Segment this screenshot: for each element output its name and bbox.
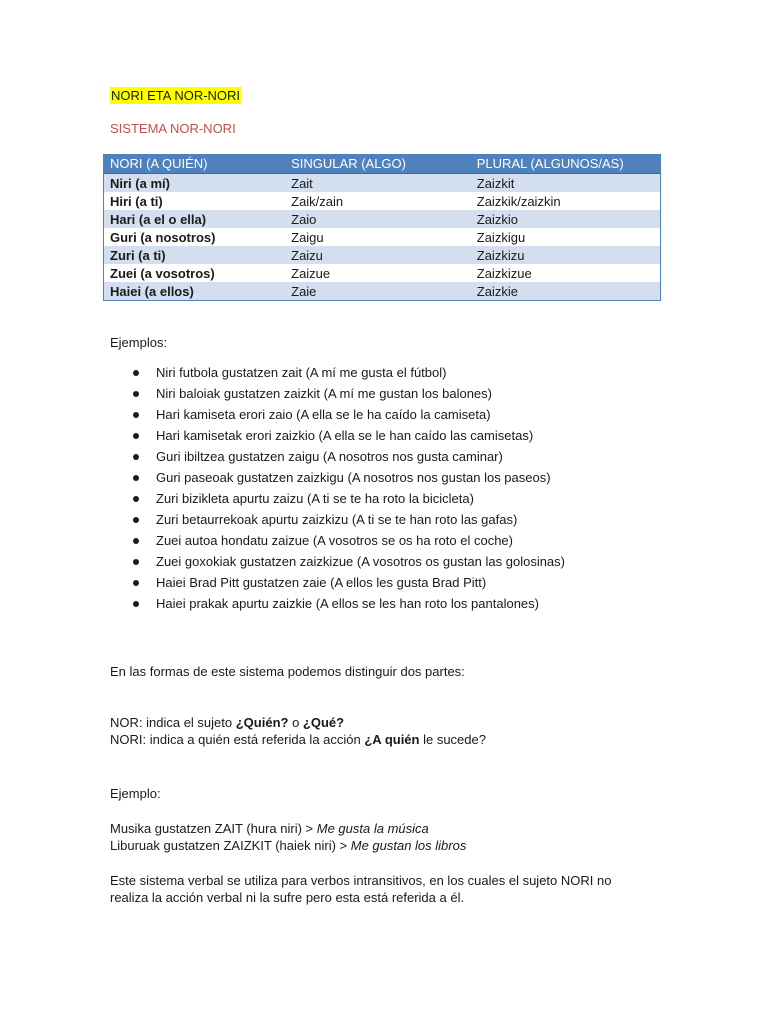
table-cell: Zaizkie [471, 282, 661, 301]
nori-question: ¿A quién [364, 732, 420, 747]
list-item-text: Hari kamisetak erori zaizkio (A ella se le han caído las camisetas) [156, 428, 534, 443]
example-sentence [110, 837, 466, 854]
list-item [110, 532, 565, 553]
table-cell: Zaizkik/zaizkin [471, 192, 661, 210]
table-header-cell: PLURAL (ALGUNOS/AS) [471, 155, 661, 174]
table-cell: Zait [285, 174, 471, 193]
bullet-icon [133, 538, 139, 544]
closing-line: realiza la acción verbal ni la sufre pero esta está referida a él. [110, 890, 465, 905]
table-cell: Zaizkigu [471, 228, 661, 246]
nor-prefix: NOR: indica el sujeto [110, 715, 236, 730]
table-cell: Zaio [285, 210, 471, 228]
table-header-cell: SINGULAR (ALGO) [285, 155, 471, 174]
table-row [104, 264, 661, 282]
table-header-row [104, 155, 661, 174]
example-translation: Me gusta la música [316, 821, 429, 836]
table-row [104, 192, 661, 210]
example-translation: Me gustan los libros [350, 838, 467, 853]
example-basque: Liburuak gustatzen ZAIZKIT (haiek niri) > [110, 838, 351, 853]
nori-prefix: NORI: indica a quién está referida la acción [110, 732, 365, 747]
list-item-text: Guri ibiltzea gustatzen zaigu (A nosotros nos gusta caminar) [156, 449, 503, 464]
list-item-text: Zuei autoa hondatu zaizue (A vosotros se os ha roto el coche) [156, 533, 513, 548]
table-cell: Zaizue [285, 264, 471, 282]
nor-question-who: ¿Quién? [235, 715, 289, 730]
example-basque: Musika gustatzen ZAIT (hura niri) > [110, 821, 317, 836]
list-item-text: Hari kamiseta erori zaio (A ella se le ha caído la camiseta) [156, 407, 491, 422]
list-item-text: Haiei prakak apurtu zaizkie (A ellos se les han roto los pantalones) [156, 596, 539, 611]
bullet-icon [133, 496, 139, 502]
table-cell: Zaizkio [471, 210, 661, 228]
list-item-text: Zuei goxokiak gustatzen zaizkizue (A vosotros os gustan las golosinas) [156, 554, 565, 569]
list-item-text: Niri futbola gustatzen zait (A mí me gusta el fútbol) [156, 365, 447, 380]
table-cell: Guri (a nosotros) [104, 228, 286, 246]
table-cell: Zaizu [285, 246, 471, 264]
list-item-text: Zuri bizikleta apurtu zaizu (A ti se te ha roto la bicicleta) [156, 491, 474, 506]
list-item [110, 385, 565, 406]
list-item-text: Zuri betaurrekoak apurtu zaizkizu (A ti se te han roto las gafas) [156, 512, 518, 527]
closing-paragraph [110, 872, 611, 906]
table-cell: Zaie [285, 282, 471, 301]
nor-definition [110, 714, 486, 748]
table-cell: Haiei (a ellos) [104, 282, 286, 301]
table-cell: Zaizkizue [471, 264, 661, 282]
nor-question-what: ¿Qué? [302, 715, 345, 730]
table-cell: Zaik/zain [285, 192, 471, 210]
list-item [110, 574, 565, 595]
bullet-icon [133, 475, 139, 481]
table-cell: Niri (a mí) [104, 174, 286, 193]
bullet-icon [133, 601, 139, 607]
examples-list [110, 364, 565, 616]
examples-label: Ejemplos: [110, 335, 168, 350]
conjugation-table [103, 154, 661, 301]
list-item [110, 553, 565, 574]
section-subtitle: SISTEMA NOR-NORI [110, 121, 236, 136]
table-cell: Hari (a el o ella) [104, 210, 286, 228]
table-row [104, 210, 661, 228]
table-cell: Hiri (a ti) [104, 192, 286, 210]
list-item [110, 511, 565, 532]
list-item [110, 406, 565, 427]
intro-paragraph: En las formas de este sistema podemos distinguir dos partes: [110, 664, 465, 679]
list-item-text: Guri paseoak gustatzen zaizkigu (A nosotros nos gustan los paseos) [156, 470, 551, 485]
nor-connector: o [288, 715, 303, 730]
table-row [104, 228, 661, 246]
example-label: Ejemplo: [110, 786, 161, 801]
bullet-icon [133, 370, 139, 376]
bullet-icon [133, 433, 139, 439]
bullet-icon [133, 391, 139, 397]
list-item-text: Haiei Brad Pitt gustatzen zaie (A ellos les gusta Brad Pitt) [156, 575, 487, 590]
list-item [110, 469, 565, 490]
example-sentence [110, 820, 466, 837]
bullet-icon [133, 517, 139, 523]
nori-suffix: le sucede? [419, 732, 486, 747]
table-cell: Zuei (a vosotros) [104, 264, 286, 282]
list-item-text: Niri baloiak gustatzen zaizkit (A mí me gustan los balones) [156, 386, 492, 401]
table-cell: Zaizkit [471, 174, 661, 193]
table-cell: Zaigu [285, 228, 471, 246]
list-item [110, 595, 565, 616]
bullet-icon [133, 559, 139, 565]
table-cell: Zuri (a ti) [104, 246, 286, 264]
table-header-cell: NORI (A QUIÉN) [104, 155, 286, 174]
list-item [110, 490, 565, 511]
closing-line: Este sistema verbal se utiliza para verbos intransitivos, en los cuales el sujeto NORI no [110, 873, 612, 888]
table-row [104, 246, 661, 264]
nori-definition [110, 731, 486, 748]
list-item [110, 448, 565, 469]
table-row [104, 174, 661, 193]
table-cell: Zaizkizu [471, 246, 661, 264]
example-sentences [110, 820, 466, 854]
list-item [110, 364, 565, 385]
bullet-icon [133, 580, 139, 586]
bullet-icon [133, 454, 139, 460]
list-item [110, 427, 565, 448]
table-row [104, 282, 661, 301]
bullet-icon [133, 412, 139, 418]
document-title: NORI ETA NOR-NORI [111, 88, 241, 103]
